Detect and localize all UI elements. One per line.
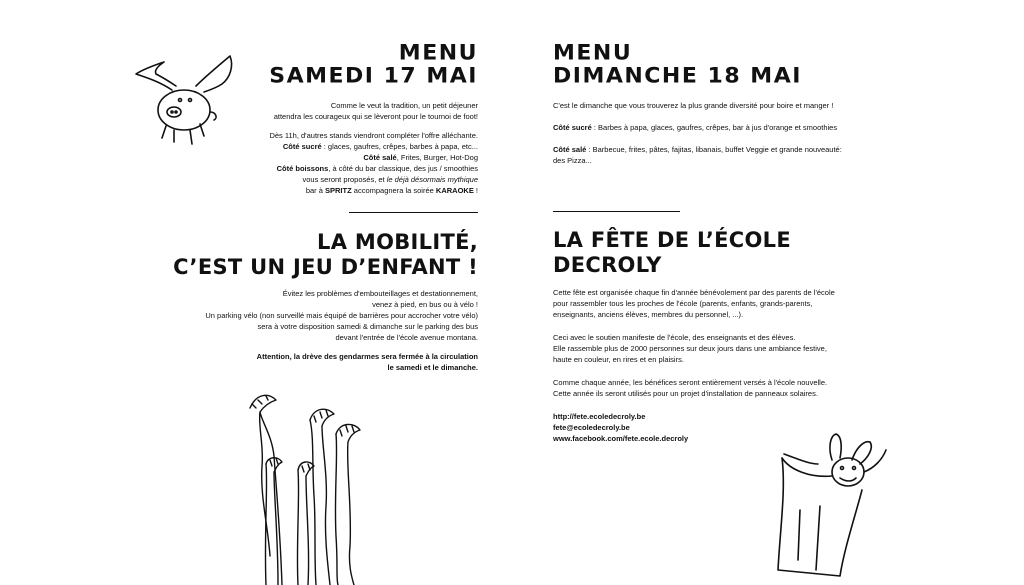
text-line: Comme le veut la tradition, un petit déjeuner	[330, 101, 478, 110]
text-line: des Pizza...	[553, 156, 592, 165]
text-line: le samedi et le dimanche.	[387, 363, 478, 372]
sunday-menu-text	[553, 100, 883, 174]
text-line: : Barbecue, frites, pâtes, fajitas, libanais, buffet Veggie et grande nouveauté:	[586, 145, 842, 154]
menu-sunday-heading	[553, 42, 883, 88]
text-line: haute en couleur, en rires et en plaisirs.	[553, 355, 684, 364]
rabbit-doodle-icon	[770, 430, 890, 580]
section-title: LA MOBILITÉ,	[317, 230, 478, 254]
section-title: DECROLY	[553, 253, 662, 277]
facebook-link[interactable]: www.facebook.com/fete.ecole.decroly	[553, 434, 689, 443]
text-line: Un parking vélo (non surveillé mais équipé de barrières pour accrocher votre vélo)	[205, 311, 478, 320]
text-line: Dès 11h, d'autres stands viendront compléter l'offre alléchante.	[269, 131, 478, 140]
text-line: Ceci avec le soutien manifeste de l'école, des enseignants et des élèves.	[553, 333, 796, 342]
text-line: sera à votre disposition samedi & dimanche sur le parking des bus	[257, 322, 478, 331]
fete-text	[553, 287, 883, 444]
mobility-heading	[150, 230, 478, 280]
text-line: attendra les courageux qui se lèveront pour le tournoi de foot!	[273, 112, 478, 121]
paragraph	[553, 287, 883, 320]
menu-title: MENU	[553, 41, 633, 66]
fete-heading	[553, 228, 883, 278]
text-line: enseignants, anciens élèves, membres du personnel, ...).	[553, 310, 744, 319]
text-line: , Frites, Burger, Hot-Dog	[396, 153, 478, 162]
text-line: : glaces, gaufres, crêpes, barbes à papa, etc...	[321, 142, 478, 151]
label-savory: Côté salé	[363, 153, 397, 162]
menu-title: MENU	[398, 41, 478, 66]
warning-paragraph	[150, 351, 478, 373]
text-line: bar à	[305, 186, 326, 195]
paragraph	[553, 122, 883, 133]
text-line: : Barbes à papa, glaces, gaufres, crêpes, bar à jus d'orange et smoothies	[591, 123, 838, 132]
text-bold: SPRITZ	[325, 186, 352, 195]
text-bold: KARAOKE	[435, 186, 474, 195]
text-line: Cette fête est organisée chaque fin d'année bénévolement par des parents de l'école	[553, 288, 835, 297]
text-line: Comme chaque année, les bénéfices seront entièrement versés à l'école nouvelle.	[553, 378, 828, 387]
text-line: Cette année ils seront utilisés pour un projet d'installation de panneaux solaires.	[553, 389, 818, 398]
menu-date: SAMEDI 17 MAI	[269, 64, 478, 89]
email-link[interactable]: fete@ecoledecroly.be	[553, 423, 630, 432]
text-line: accompagnera la soirée	[351, 186, 436, 195]
mobility-text	[150, 288, 478, 381]
website-link[interactable]: http://fete.ecoledecroly.be	[553, 412, 646, 421]
label-drinks: Côté boissons	[276, 164, 329, 173]
section-title: LA FÊTE DE L’ÉCOLE	[553, 228, 791, 252]
menu-date: DIMANCHE 18 MAI	[553, 64, 802, 89]
paragraph	[553, 332, 883, 365]
text-line: venez à pied, en bus ou à vélo !	[372, 300, 478, 309]
text-line: Évitez les problèmes d'embouteillages et destationnement,	[282, 289, 478, 298]
text-line: Attention, la drève des gendarmes sera fermée à la circulation	[256, 352, 478, 361]
divider	[349, 212, 478, 213]
flying-pig-doodle-icon	[130, 52, 242, 154]
dinosaurs-doodle-icon	[238, 386, 373, 585]
text-line: vous seront proposés, et	[302, 175, 387, 184]
paragraph: C'est le dimanche que vous trouverez la plus grande diversité pour boire et manger !	[553, 101, 834, 110]
paragraph	[553, 144, 883, 166]
paragraph	[150, 288, 478, 343]
text-line: , à côté du bar classique, des jus / smoothies	[328, 164, 478, 173]
text-line: pour rassembler tous les proches de l'école (parents, enfants, grands-parents,	[553, 299, 813, 308]
text-line: devant l'entrée de l'école avenue montana.	[335, 333, 478, 342]
text-line: Elle rassemble plus de 2000 personnes sur deux jours dans une ambiance festive,	[553, 344, 827, 353]
label-sweet: Côté sucré	[553, 123, 592, 132]
label-sweet: Côté sucré	[282, 142, 322, 151]
label-savory: Côté salé	[553, 145, 587, 154]
divider	[553, 211, 680, 212]
text-line: !	[473, 186, 478, 195]
text-italic: le déjà désormais mythique	[386, 175, 478, 184]
paragraph	[553, 377, 883, 399]
section-title: C’EST UN JEU D’ENFANT !	[173, 255, 478, 279]
